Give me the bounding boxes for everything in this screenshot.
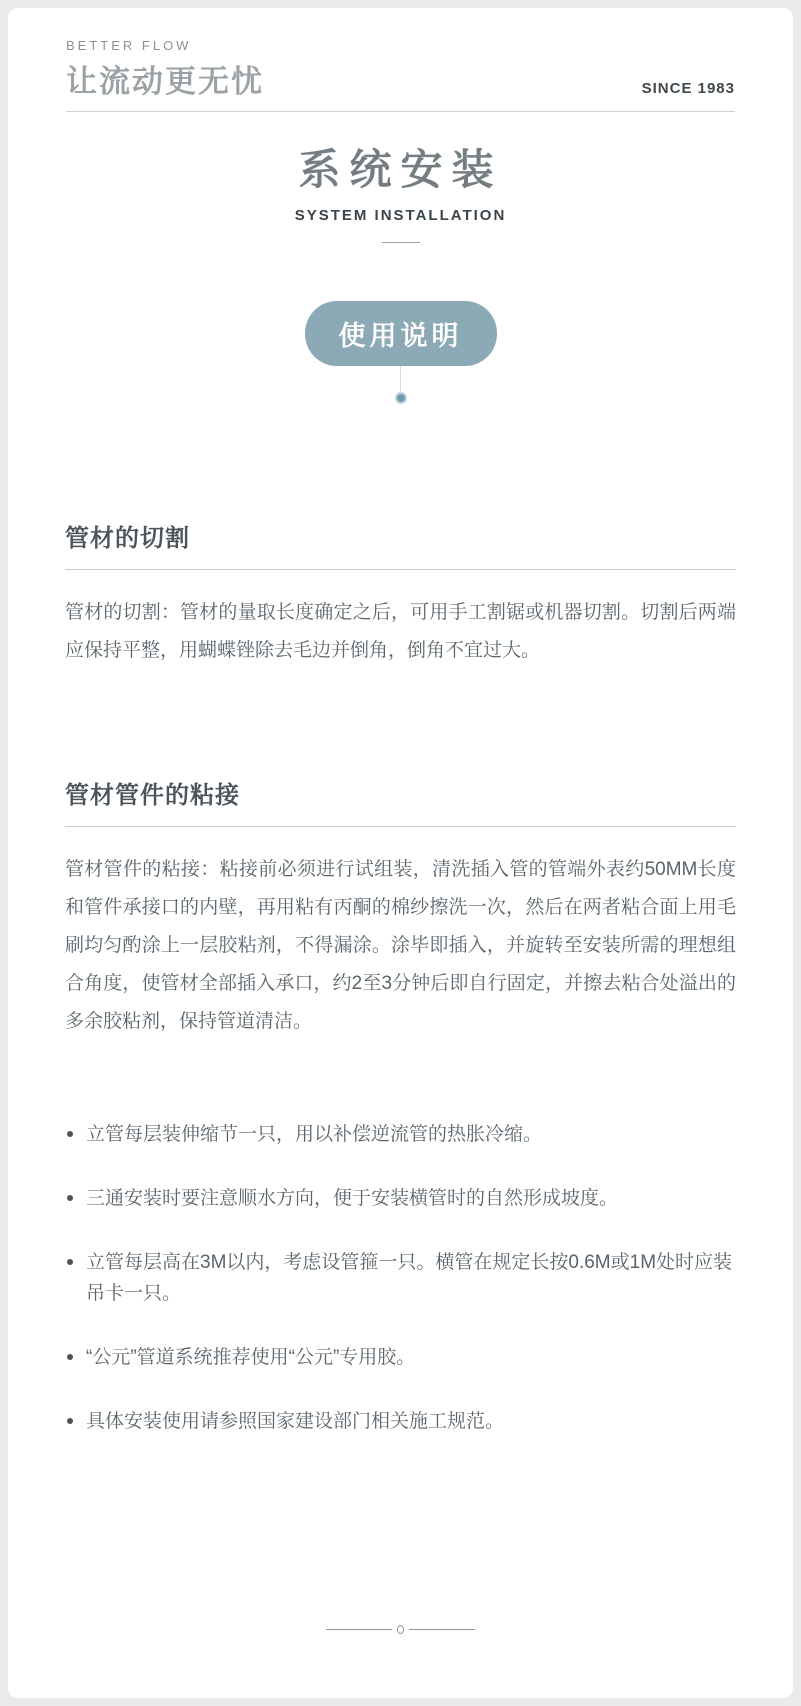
list-item [65,1406,736,1437]
list-item [65,1342,736,1373]
brand-tagline: BETTER FLOW [66,38,192,53]
footer-line-right [409,1629,475,1630]
title-dash-divider [382,242,420,243]
footer-line-left [326,1629,392,1630]
section-rule [65,569,736,570]
badge-connector-line [400,366,401,392]
bullet-icon [67,1259,73,1265]
usage-badge-block [8,301,793,404]
brand-since-label: SINCE 1983 [641,80,735,97]
section-pipe-cutting [65,522,736,670]
usage-instructions-badge[interactable]: 使用说明 [305,301,497,366]
title-block [8,146,793,243]
header [66,8,735,112]
list-item-text: 具体安装使用请参照国家建设部门相关施工规范。 [86,1411,505,1432]
list-item-text: 三通安装时要注意顺水方向，便于安装横管时的自然形成坡度。 [86,1188,619,1209]
section-body: 管材的切割：管材的量取长度确定之后，可用手工割锯或机器切割。切割后两端应保持平整，用蝴蝶锉除去毛边并倒角，倒角不宜过大。 [65,602,736,661]
page-title: 系统安装 [298,146,503,193]
badge-dot [395,392,407,404]
section-heading: 管材管件的粘接 [65,782,240,809]
list-item-text: 立管每层装伸缩节一只，用以补偿逆流管的热胀冷缩。 [86,1124,543,1145]
list-item [65,1247,736,1309]
footer-circle-icon [397,1625,404,1634]
list-item [65,1119,736,1150]
installation-notes-list [65,1119,736,1437]
page-card [8,8,793,1698]
brand-logo: 让流动更无忧 [66,64,264,100]
section-heading: 管材的切割 [65,525,190,552]
section-body: 管材管件的粘接：粘接前必须进行试组装，清洗插入管的管端外表约50MM长度和管件承接口的内壁，再用粘有丙酮的棉纱擦洗一次，然后在两者粘合面上用毛刷均匀酌涂上一层胶粘剂，不得漏涂。涂毕即插入，并旋转至安装所需的理想组合角度，使管材全部插入承口，约2至3分钟后即自行固定，并擦去粘合处溢出的多余胶粘剂，保持管道清洁。 [65,859,736,1032]
bullet-icon [67,1354,73,1360]
brand-block [66,38,264,101]
bullet-icon [67,1418,73,1424]
bullet-icon [67,1131,73,1137]
footer-divider [8,1625,793,1634]
bullet-icon [67,1195,73,1201]
page-subtitle: SYSTEM INSTALLATION [294,207,507,224]
list-item-text: 立管每层高在3M以内，考虑设管箍一只。横管在规定长按0.6M或1M处时应装吊卡一只。 [86,1252,733,1304]
list-item-text: “公元”管道系统推荐使用“公元”专用胶。 [86,1347,416,1368]
list-item [65,1183,736,1214]
section-rule [65,826,736,827]
section-pipe-bonding [65,779,736,1041]
